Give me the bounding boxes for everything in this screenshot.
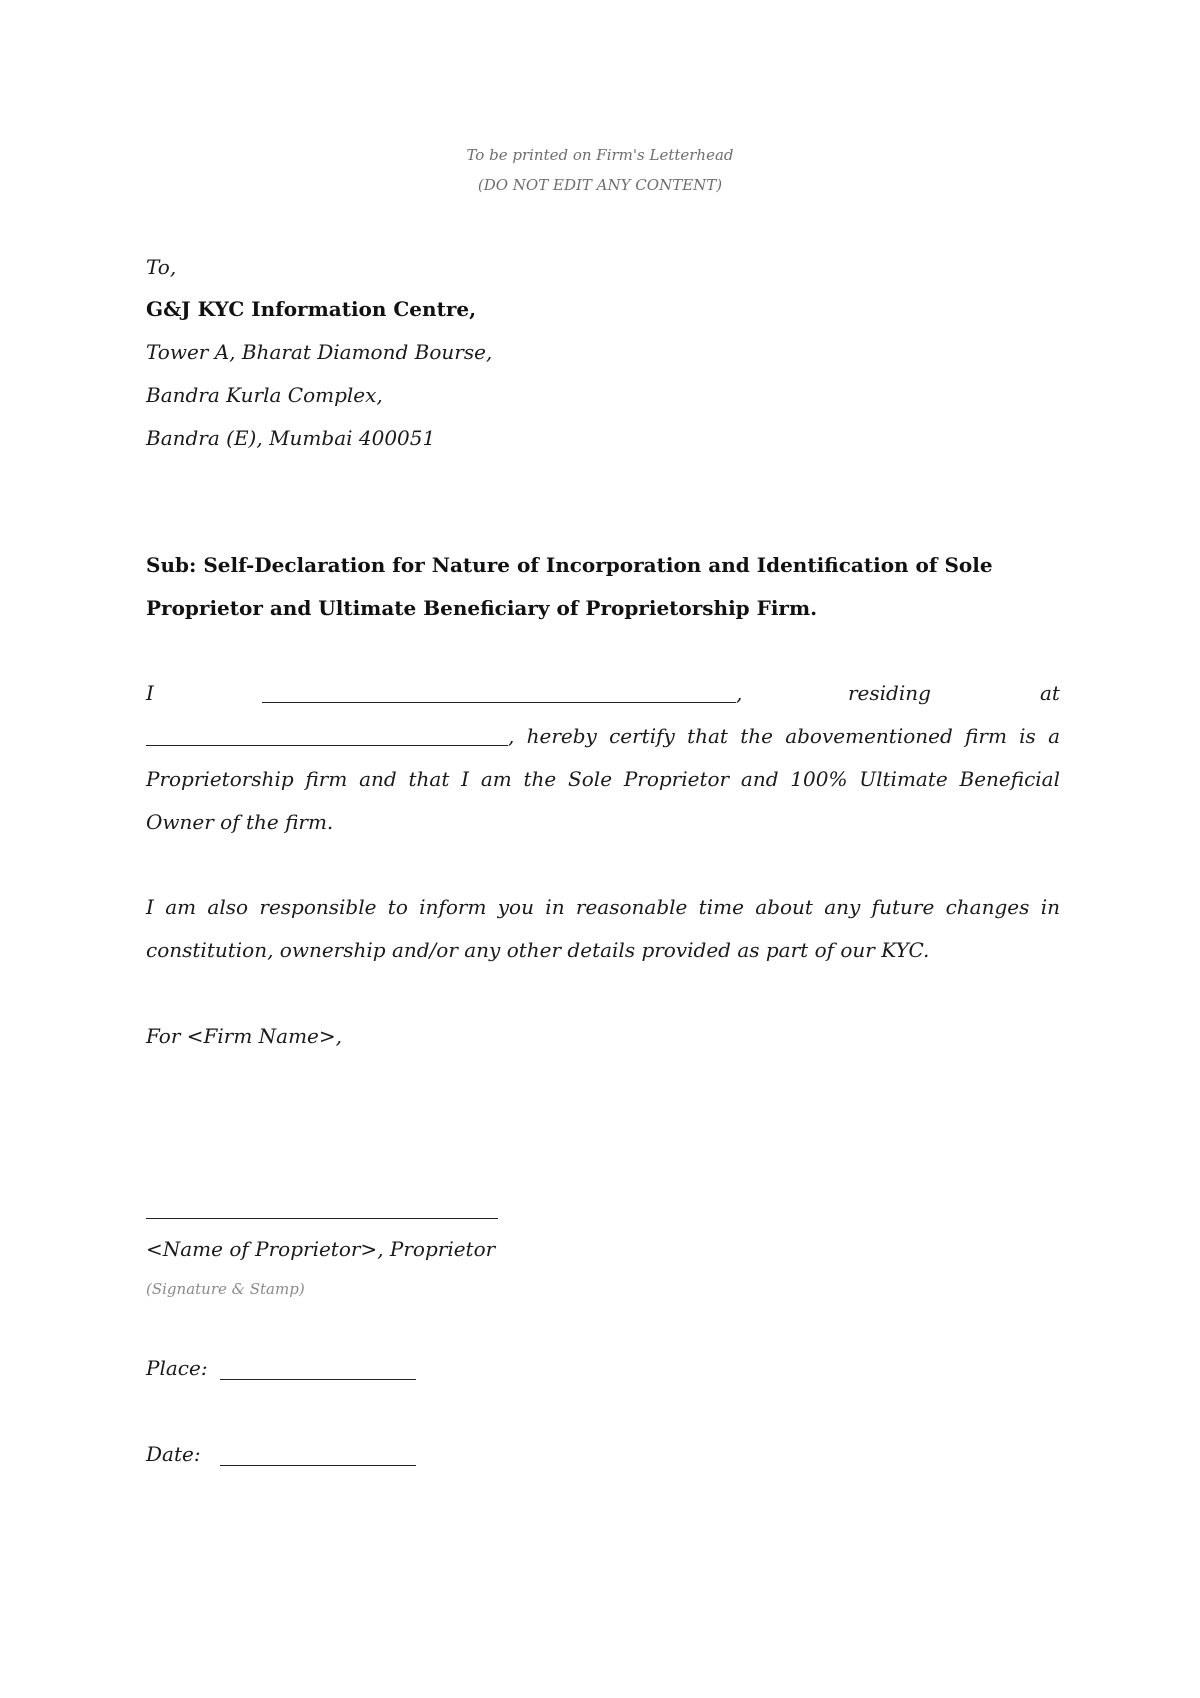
date-label: Date:	[146, 1442, 201, 1466]
do-not-edit-note: (DO NOT EDIT ANY CONTENT)	[477, 176, 723, 194]
subject-line-1: Sub: Self-Declaration for Nature of Incorporation and Identification of Sole	[146, 553, 993, 577]
letterhead-note: To be printed on Firm's Letterhead	[466, 146, 734, 164]
subject-line-2: Proprietor and Ultimate Beneficiary of Proprietorship Firm.	[146, 596, 818, 620]
paragraph-1-line-3: Proprietorship firm and that I am the Sole Proprietor and 100% Ultimate Beneficial	[146, 767, 1060, 791]
place-blank	[220, 1379, 416, 1380]
date-blank	[220, 1465, 416, 1466]
paragraph-1-line-4: Owner of the firm.	[146, 810, 334, 834]
address-line-1: Tower A, Bharat Diamond Bourse,	[146, 340, 493, 364]
declarant-name-blank	[262, 702, 736, 703]
salutation: To,	[146, 255, 177, 279]
residing-word: residing	[848, 681, 931, 705]
address-line-2: Bandra Kurla Complex,	[146, 383, 383, 407]
paragraph-2-line-1: I am also responsible to inform you in reasonable time about any future changes in	[146, 895, 1060, 919]
declarant-pronoun: I	[146, 681, 154, 705]
at-word: at	[1040, 681, 1060, 705]
residence-address-blank	[146, 745, 508, 746]
place-label: Place:	[146, 1356, 208, 1380]
comma: ,	[736, 681, 743, 705]
signature-line	[146, 1218, 498, 1219]
paragraph-2-line-2: constitution, ownership and/or any other details provided as part of our KYC.	[146, 938, 930, 962]
recipient-org: G&J KYC Information Centre,	[146, 297, 477, 321]
proprietor-name: <Name of Proprietor>, Proprietor	[146, 1237, 496, 1261]
for-firm-name: For <Firm Name>,	[146, 1024, 342, 1048]
signature-stamp-note: (Signature & Stamp)	[146, 1280, 305, 1298]
paragraph-1-line-2: , hereby certify that the abovementioned firm is a	[508, 724, 1060, 748]
address-line-3: Bandra (E), Mumbai 400051	[146, 426, 436, 450]
